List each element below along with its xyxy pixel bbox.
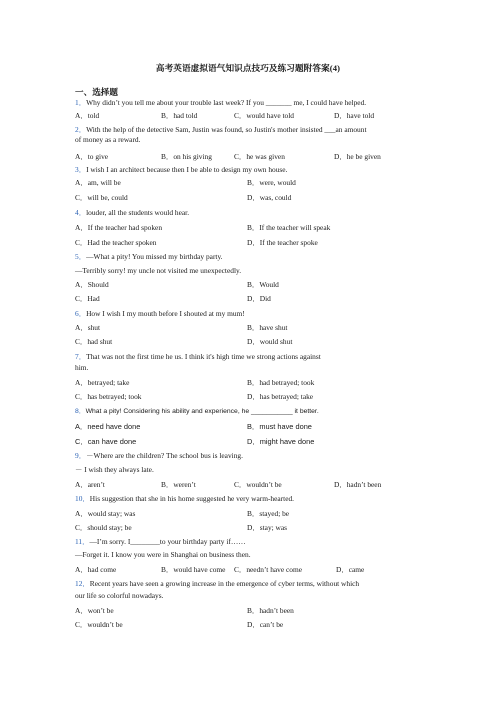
- option-c: C．has betrayed; took: [75, 392, 142, 401]
- question-12: [75, 579, 425, 588]
- option-c: C．Had: [75, 294, 100, 303]
- option-a: A．would stay; was: [75, 509, 136, 518]
- question-9: [75, 451, 425, 460]
- option-d: D．hadn’t been: [334, 480, 382, 489]
- option-d: D．might have done: [247, 437, 315, 446]
- question-7: [75, 352, 425, 361]
- question-number: 3．: [75, 165, 87, 174]
- option-a: A．to give: [75, 152, 109, 161]
- option-c: C．needn’t have come: [234, 565, 302, 574]
- question-2: [75, 125, 425, 134]
- option-a: A．told: [75, 111, 100, 120]
- option-c: C．had shut: [75, 337, 113, 346]
- option-c: C．Had the teacher spoken: [75, 238, 157, 247]
- option-a: A．If the teacher had spoken: [75, 223, 163, 232]
- question-text: Why didn’t you tell me about your trouble last week? If you _______ me, I could have helped.: [86, 98, 367, 107]
- option-d: D．can’t be: [247, 620, 284, 629]
- option-d: D．have told: [334, 111, 375, 120]
- question-text: Recent years have seen a growing increase in the emergence of cyber terms, without which: [89, 579, 360, 588]
- question-text: His suggestion that she in his home suggested he very warm-hearted.: [89, 494, 295, 503]
- option-c: C．can have done: [75, 437, 137, 446]
- option-d: D．has betrayed; take: [247, 392, 314, 401]
- option-a: A．won’t be: [75, 606, 114, 615]
- question-number: 6．: [75, 309, 87, 318]
- option-d: D．was, could: [247, 193, 292, 202]
- option-b: B．would have come: [161, 565, 226, 574]
- option-b: B．had betrayed; took: [247, 378, 315, 387]
- question-1: [75, 98, 425, 107]
- option-b: B．weren’t: [161, 480, 196, 489]
- question-number: 7．: [75, 352, 87, 361]
- option-b: B．must have done: [247, 422, 312, 431]
- question-number: 12．: [75, 579, 90, 588]
- option-c: C．wouldn’t be: [234, 480, 282, 489]
- option-d: D．stay; was: [247, 523, 288, 532]
- question-number: 8．: [75, 408, 86, 415]
- question-number: 10．: [75, 494, 90, 503]
- question-number: 1．: [75, 98, 87, 107]
- question-12-continued: our life so colorful nowadays.: [75, 591, 164, 600]
- question-11-continued: —Forget it. I know you were in Shanghai on business then.: [75, 550, 251, 559]
- option-c: C．will be, could: [75, 193, 128, 202]
- question-4: [75, 208, 425, 217]
- option-b: B．were, would: [247, 178, 296, 187]
- question-text: —What a pity! You missed my birthday party.: [86, 252, 223, 261]
- question-number: 5．: [75, 252, 87, 261]
- option-c: C．wouldn’t be: [75, 620, 123, 629]
- option-b: B．Would: [247, 280, 279, 289]
- question-text: louder, all the students would hear.: [86, 208, 190, 217]
- option-a: A．aren’t: [75, 480, 105, 489]
- option-a: A．am, will be: [75, 178, 121, 187]
- question-text: I wish I an architect because then I be able to design my own house.: [86, 165, 288, 174]
- option-b: B．on his giving: [161, 152, 212, 161]
- question-text: What a pity! Considering his ability and experience, he ___________ it better.: [85, 408, 319, 415]
- option-b: B．have shut: [247, 323, 288, 332]
- question-11: [75, 537, 425, 546]
- question-number: 9．: [75, 451, 87, 460]
- question-9-continued: － I wish they always late.: [75, 465, 154, 474]
- option-a: A．had come: [75, 565, 117, 574]
- question-text: How I wish I my mouth before I shouted at my mum!: [86, 309, 245, 318]
- question-2-continued: of money as a reward.: [75, 135, 141, 144]
- question-text: That was not the first time he us. I think it's high time we strong actions against: [86, 352, 321, 361]
- option-c: C．would have told: [234, 111, 294, 120]
- question-6: [75, 309, 425, 318]
- option-b: B．had told: [161, 111, 198, 120]
- question-number: 4．: [75, 208, 87, 217]
- option-d: D．would shut: [247, 337, 293, 346]
- question-5: [75, 252, 425, 261]
- option-a: A．betrayed; take: [75, 378, 130, 387]
- option-c: C．he was given: [234, 152, 285, 161]
- question-5-continued: —Terribly sorry! my uncle not visited me unexpectedly.: [75, 266, 242, 275]
- option-c: C．should stay; be: [75, 523, 132, 532]
- option-d: D．came: [336, 565, 365, 574]
- question-number: 2．: [75, 125, 87, 134]
- option-b: B．hadn’t been: [247, 606, 294, 615]
- option-d: D．Did: [247, 294, 271, 303]
- question-number: 11．: [75, 537, 90, 546]
- question-text: —I’m sorry. I________to your birthday party if……: [89, 537, 246, 546]
- question-text: －Where are the children? The school bus is leaving.: [86, 451, 243, 460]
- page-title: 高考英语虚拟语气知识点技巧及练习题附答案(4): [155, 63, 341, 73]
- question-7-continued: him.: [75, 363, 89, 372]
- question-3: [75, 165, 425, 174]
- option-d: D．he be given: [334, 152, 381, 161]
- option-b: B．If the teacher will speak: [247, 223, 331, 232]
- option-d: D．If the teacher spoke: [247, 238, 318, 247]
- option-b: B．stayed; be: [247, 509, 290, 518]
- option-a: A．Should: [75, 280, 109, 289]
- section-heading: 一、选择题: [75, 87, 118, 97]
- question-text: With the help of the detective Sam, Justin was found, so Justin's mother insisted ___an amount: [86, 125, 367, 134]
- question-10: [75, 494, 425, 503]
- question-8: [75, 407, 425, 416]
- option-a: A．need have done: [75, 422, 141, 431]
- option-a: A．shut: [75, 323, 101, 332]
